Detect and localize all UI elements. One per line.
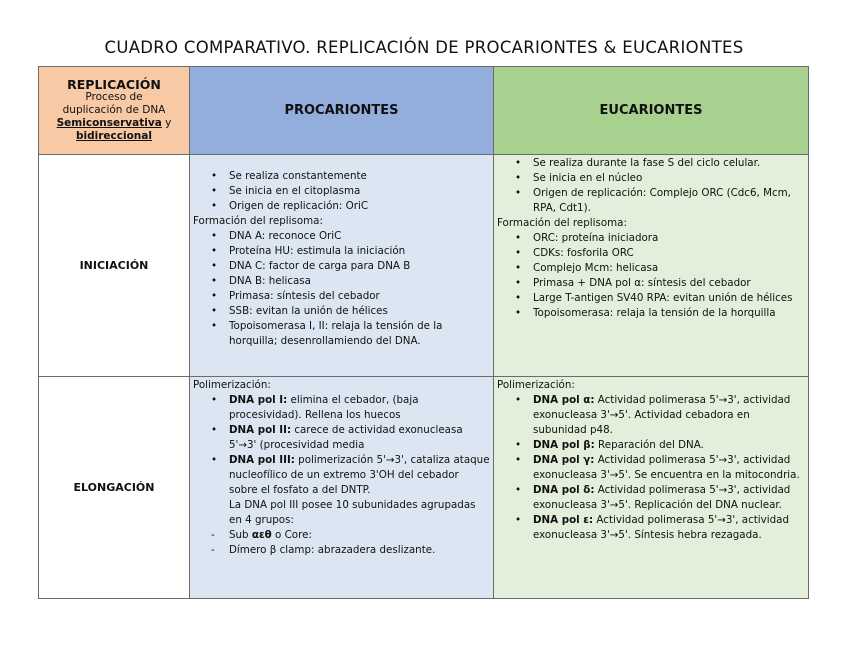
list-item: • CDKs: fosforila ORC <box>533 246 805 261</box>
initiation-pro-replisome <box>193 229 490 349</box>
corner-bidireccional: bidireccional <box>76 130 152 142</box>
elongation-prokaryotes-cell <box>190 377 494 599</box>
polymerase-name: DNA pol δ: <box>533 484 595 496</box>
elongation-pro-heading: Polimerización: <box>193 379 271 391</box>
list-item <box>533 438 805 453</box>
polymerase-name: DNA pol γ: <box>533 454 595 466</box>
list-item: • Se inicia en el núcleo <box>533 171 805 186</box>
polymerase-desc: polimerización 5'→3', cataliza ataque nucleofílico de un extremo 3'OH del cebador sobre el fosfato a del DNTP. <box>229 454 490 496</box>
list-item: • DNA B: helicasa <box>229 274 490 289</box>
initiation-euc-subheading: Formación del replisoma: <box>497 217 627 229</box>
elongation-pro-polymerases <box>193 393 490 498</box>
list-item: • Origen de replicación: Complejo ORC (Cdc6, Mcm, RPA, Cdt1). <box>533 186 805 216</box>
list-item: • Topoisomerasa: relaja la tensión de la horquilla <box>533 306 805 321</box>
row-label-elongation: ELONGACIÓN <box>39 377 190 599</box>
list-item: • DNA A: reconoce OriC <box>229 229 490 244</box>
elongation-eukaryotes-cell <box>494 377 809 599</box>
corner-line2: duplicación de DNA <box>62 104 166 116</box>
subunit-post: o Core: <box>271 529 312 541</box>
header-eukaryotes: EUCARIONTES <box>494 67 809 155</box>
list-item <box>229 423 490 453</box>
polymerase-desc: Actividad polimerasa 5'→3', actividad exonucleasa 3'→5'. Actividad cebadora en subunidad p48. <box>533 394 791 436</box>
elongation-euc-polymerases <box>497 393 805 543</box>
polymerase-desc: Actividad polimerasa 5'→3', actividad exonucleasa 3'→5'. Se encuentra en la mitocondria. <box>533 454 800 481</box>
row-elongation <box>39 377 809 599</box>
polymerase-desc: Actividad polimerasa 5'→3', actividad exonucleasa 3'→5'. Replicación del DNA nuclear. <box>533 484 791 511</box>
header-prokaryotes: PROCARIONTES <box>190 67 494 155</box>
polymerase-name: DNA pol III: <box>229 454 295 466</box>
list-item <box>229 528 490 543</box>
list-item <box>229 543 490 558</box>
polymerase-desc: Reparación del DNA. <box>594 439 704 451</box>
list-item: • ORC: proteína iniciadora <box>533 231 805 246</box>
list-item <box>229 393 490 423</box>
polymerase-name: DNA pol I: <box>229 394 288 406</box>
subunit-pre: Dímero β clamp: abrazadera deslizante. <box>229 544 436 556</box>
initiation-euc-replisome <box>497 231 805 321</box>
polymerase-desc: Actividad polimerasa 5'→3', actividad exonucleasa 3'→5'. Síntesis hebra rezagada. <box>533 514 790 541</box>
corner-y: y <box>161 117 172 129</box>
row-initiation <box>39 155 809 377</box>
polymerase-name: DNA pol ε: <box>533 514 594 526</box>
list-item: • Se realiza constantemente <box>229 169 490 184</box>
list-item: • Se inicia en el citoplasma <box>229 184 490 199</box>
list-item: • Origen de replicación: OriC <box>229 199 490 214</box>
list-item: • Large T-antigen SV40 RPA: evitan unión de hélices <box>533 291 805 306</box>
polymerase-name: DNA pol II: <box>229 424 292 436</box>
list-item: • Se realiza durante la fase S del ciclo celular. <box>533 156 805 171</box>
initiation-prokaryotes-cell <box>190 155 494 377</box>
elongation-pro-subunits <box>193 528 490 558</box>
list-item: • Primasa: síntesis del cebador <box>229 289 490 304</box>
list-item: • Complejo Mcm: helicasa <box>533 261 805 276</box>
list-item: • SSB: evitan la unión de hélices <box>229 304 490 319</box>
corner-heading: REPLICACIÓN <box>67 77 161 92</box>
subunit-greek: αεθ <box>251 529 272 541</box>
comparison-table <box>38 66 809 599</box>
list-item <box>533 453 805 483</box>
header-corner-cell <box>39 67 190 155</box>
page-title: CUADRO COMPARATIVO. REPLICACIÓN DE PROCARIONTES & EUCARIONTES <box>104 38 744 57</box>
initiation-pro-subheading: Formación del replisoma: <box>193 215 323 227</box>
initiation-euc-bullets <box>497 156 805 216</box>
corner-line1: Proceso de <box>85 91 143 103</box>
list-item: • Topoisomerasa I, II: relaja la tensión de la horquilla; desenrollamiendo del DNA. <box>229 319 490 349</box>
polymerase-desc: elimina el cebador, (baja procesividad). Rellena los huecos <box>229 394 419 421</box>
corner-semiconservativa: Semiconservativa <box>56 117 162 129</box>
polymerase-name: DNA pol α: <box>533 394 595 406</box>
subunit-pre: Sub <box>229 529 252 541</box>
polymerase-desc: carece de actividad exonucleasa 5'→3' (procesividad media <box>229 424 463 451</box>
list-item <box>533 513 805 543</box>
initiation-eukaryotes-cell <box>494 155 809 377</box>
initiation-pro-bullets <box>193 169 490 214</box>
header-row <box>39 67 809 155</box>
list-item: • DNA C: factor de carga para DNA B <box>229 259 490 274</box>
row-label-initiation: INICIACIÓN <box>39 155 190 377</box>
polymerase-name: DNA pol β: <box>533 439 595 451</box>
list-item: • Proteína HU: estimula la iniciación <box>229 244 490 259</box>
elongation-pro-note: La DNA pol III posee 10 subunidades agrupadas en 4 grupos: <box>229 499 476 526</box>
list-item <box>533 393 805 438</box>
list-item: • Primasa + DNA pol α: síntesis del cebador <box>533 276 805 291</box>
list-item <box>533 483 805 513</box>
list-item <box>229 453 490 498</box>
elongation-euc-heading: Polimerización: <box>497 379 575 391</box>
